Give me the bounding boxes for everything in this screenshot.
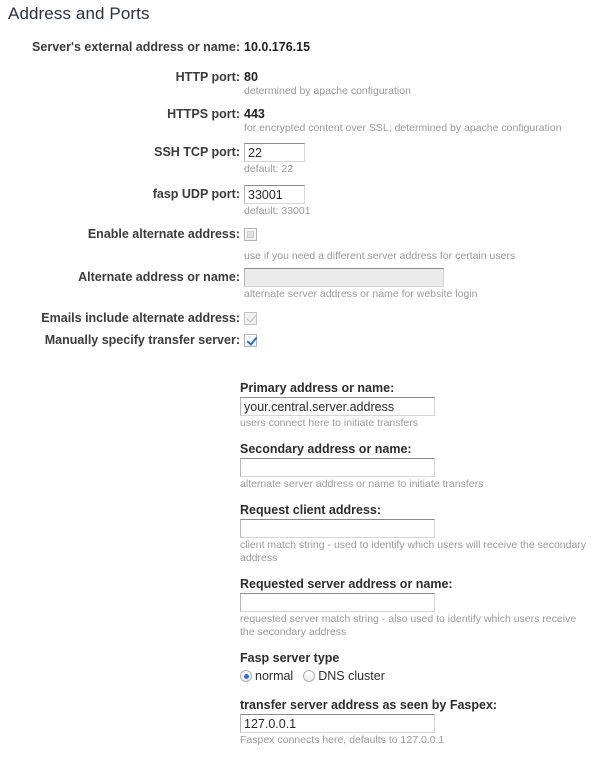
secondary-address-input[interactable] [240,458,435,477]
group-request-client-address [240,503,600,565]
top-form [0,40,600,354]
fasp-udp-port-input[interactable] [244,185,305,204]
requested-server-address-input[interactable] [240,593,435,612]
label-transfer-server-address: transfer server address as seen by Faspex: [240,698,498,712]
hint-fasp-udp-port: default: 33001 [244,205,311,217]
label-request-client-address: Request client address: [240,503,382,517]
hint-alternate-address: alternate server address or name for website login [244,288,478,300]
label-alternate-address: Alternate address or name: [78,270,240,284]
value-server-external-address: 10.0.176.15 [244,40,311,54]
group-fasp-server-type [240,651,600,684]
alternate-address-input[interactable] [244,268,444,287]
radio-label-fasp-type-dns-cluster[interactable]: DNS cluster [318,669,385,683]
hint-http-port: determined by apache configuration [244,85,411,97]
transfer-server-settings [240,381,600,759]
hint-primary-address: users connect here to initiate transfers [240,417,419,429]
row-enable-alternate-address [0,226,600,268]
emails-include-alternate-address-checkbox[interactable] [244,312,257,325]
hint-enable-alternate-address: use if you need a different server address for certain users [244,250,516,262]
row-fasp-udp-port [0,185,600,226]
hint-requested-server-address: requested server match string - also used to identify which users receive the secondary address [240,613,577,638]
row-manually-specify-transfer-server [0,332,600,354]
manually-specify-transfer-server-checkbox[interactable] [244,334,257,347]
group-primary-address [240,381,600,430]
label-requested-server-address: Requested server address or name: [240,577,453,591]
label-manually-specify-transfer-server: Manually specify transfer server: [44,333,240,347]
label-server-external-address: Server's external address or name: [32,40,240,54]
row-ssh-tcp-port [0,143,600,185]
label-ssh-tcp-port: SSH TCP port: [154,145,240,159]
request-client-address-input[interactable] [240,519,435,538]
value-http-port: 80 [244,70,258,84]
row-http-port [0,70,600,107]
fasp-server-type-radio-group [240,668,600,684]
value-https-port: 443 [244,107,265,121]
label-http-port: HTTP port: [175,70,240,84]
row-server-external-address [0,40,600,70]
group-secondary-address [240,442,600,491]
enable-alternate-address-checkbox[interactable] [244,228,257,241]
label-emails-include-alternate-address: Emails include alternate address: [41,311,240,325]
radio-fasp-type-dns-cluster[interactable] [303,670,315,682]
label-fasp-udp-port: fasp UDP port: [152,187,240,201]
ssh-tcp-port-input[interactable] [244,143,305,162]
row-alternate-address [0,268,600,310]
row-https-port [0,107,600,143]
label-primary-address: Primary address or name: [240,381,395,395]
hint-https-port: for encrypted content over SSL; determined by apache configuration [244,122,562,134]
label-https-port: HTTPS port: [167,107,240,121]
radio-fasp-type-normal[interactable] [240,670,252,682]
hint-request-client-address: client match string - used to identify which users will receive the secondary address [240,539,587,564]
page-title: Address and Ports [8,4,150,23]
hint-transfer-server-address: Faspex connects here, defaults to 127.0.0.1 [240,734,445,746]
primary-address-input[interactable] [240,397,435,416]
group-requested-server-address [240,577,600,639]
label-secondary-address: Secondary address or name: [240,442,412,456]
label-fasp-server-type: Fasp server type [240,651,340,665]
row-emails-include-alternate-address [0,310,600,332]
hint-ssh-tcp-port: default: 22 [244,163,294,175]
transfer-server-address-input[interactable] [240,714,435,733]
group-transfer-server-address [240,698,600,747]
radio-label-fasp-type-normal[interactable]: normal [255,669,294,683]
hint-secondary-address: alternate server address or name to initiate transfers [240,478,484,490]
label-enable-alternate-address: Enable alternate address: [87,227,240,241]
